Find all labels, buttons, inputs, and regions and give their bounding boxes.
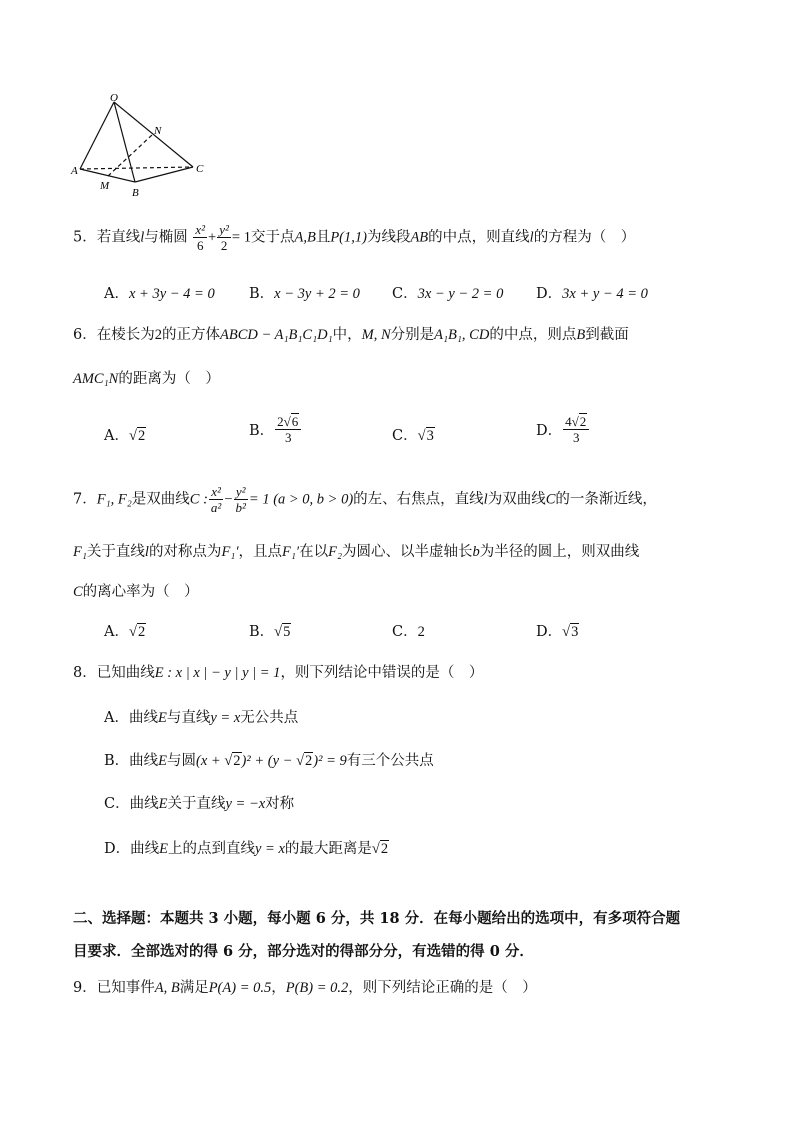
radicand: 5 (283, 624, 291, 640)
q7-text: 为双曲线 (487, 491, 546, 508)
q6-text: 在棱长为 (96, 327, 155, 343)
option-eq: y = x (255, 841, 285, 857)
q6-option-c[interactable] (392, 424, 435, 445)
radicand: 2 (380, 841, 389, 857)
sqrt: √3 (562, 624, 579, 640)
option-label: D． (536, 423, 563, 439)
q9-var: A, B (154, 980, 180, 996)
section-2-heading: 二、选择题：本题共 3 小题，每小题 6 分，共 18 分．在每小题给出的选项中，有多项符合题 (73, 910, 681, 927)
option-text: x + 3y − 4 = 0 (128, 286, 215, 302)
q8-option-c[interactable] (104, 792, 294, 813)
question-7-line3 (73, 580, 199, 601)
option-text: 与直线 (166, 710, 211, 726)
frac-num: x² (195, 222, 206, 237)
q8-var: E : x | x | − y | y | = 1 (154, 665, 281, 681)
q7-var: F₁ (73, 544, 87, 560)
radicand: 2 (233, 753, 241, 769)
question-7 (73, 484, 657, 515)
frac-num: y² (219, 222, 229, 237)
q7-option-c[interactable] (392, 620, 425, 641)
sqrt: √2 (128, 624, 146, 640)
question-8 (73, 661, 483, 682)
section-2-heading-line2: 目要求．全部选对的得 6 分，部分选对的得部分分，有选错的得 0 分． (73, 943, 534, 960)
option-text: 2 (417, 624, 425, 640)
q6-option-b[interactable] (249, 414, 302, 445)
sqrt: √2 (128, 428, 146, 444)
option-label: B． (249, 624, 275, 640)
radicand: 3 (426, 428, 434, 444)
q5-eq: = 1 (231, 229, 251, 246)
q6-number: 6． (73, 327, 97, 343)
option-var: E (158, 753, 168, 769)
q5-text: 的中点，则直线 (428, 229, 530, 246)
option-label: A． (104, 428, 129, 444)
q7-var: l (483, 491, 488, 508)
q8-option-a[interactable] (104, 706, 298, 727)
q5-option-c[interactable] (392, 282, 503, 303)
coef: 2 (277, 414, 284, 429)
option-text: 关于直线 (167, 796, 226, 812)
question-6-line2 (73, 367, 220, 388)
q8-text: 已知曲线 (96, 665, 155, 681)
q9-eq: P(B) = 0.2 (285, 980, 349, 996)
q7-option-d[interactable] (536, 620, 579, 641)
label-C: C (196, 163, 204, 175)
q7-option-a[interactable] (104, 620, 146, 641)
option-text: 有三个公共点 (346, 753, 434, 769)
q7-var: F₂ (328, 544, 342, 560)
frac-den: a² (210, 500, 222, 515)
q6-var: A₁B₁, CD (434, 327, 490, 343)
label-A: A (71, 165, 78, 177)
q7-var: F₁′ (282, 544, 300, 560)
label-B: B (132, 187, 139, 199)
option-text: 无公共点 (240, 710, 299, 726)
option-label: A． (104, 710, 129, 726)
option-label: A． (104, 286, 129, 302)
q7-var: b (472, 544, 480, 560)
q5-plus: + (208, 229, 217, 246)
frac-den: 2 (220, 238, 228, 253)
frac-den: b² (235, 500, 246, 515)
option-text: 曲线 (129, 796, 159, 812)
option-text: 曲线 (129, 753, 159, 769)
segment-MN-hidden (108, 135, 152, 176)
q9-text: ，则下列结论正确的是（ ） (348, 980, 537, 996)
option-eq: )² + (y − (241, 753, 297, 769)
option-eq: )² = 9 (313, 753, 347, 769)
option-label: A． (104, 624, 129, 640)
option-text: 3x − y − 2 = 0 (417, 286, 504, 302)
radicand: 2 (137, 624, 146, 640)
frac-den: 3 (284, 430, 292, 445)
option-var: E (159, 841, 168, 857)
q9-text: 已知事件 (96, 980, 155, 996)
q6-text: 中， (332, 327, 362, 343)
option-text: 3x + y − 4 = 0 (562, 286, 648, 302)
option-eq: y = −x (225, 796, 266, 812)
radicand: 2 (137, 428, 146, 444)
frac-den: 3 (572, 430, 580, 445)
option-eq: y = x (210, 710, 241, 726)
option-label: B． (249, 286, 275, 302)
option-var: E (157, 710, 167, 726)
edge-AC-hidden (80, 167, 193, 169)
q6-text: 的距离为（ ） (118, 371, 220, 387)
radicand: 2 (305, 753, 313, 769)
option-text: 对称 (265, 796, 295, 812)
label-O: O (110, 92, 118, 104)
option-label: C． (392, 428, 418, 444)
sqrt: √3 (417, 428, 434, 444)
q5-fraction-x (193, 222, 207, 253)
q7-text: 为圆心、以半虚轴长 (342, 544, 473, 560)
q5-option-a[interactable] (104, 282, 215, 303)
q5-option-d[interactable] (536, 282, 648, 303)
edge-BC (135, 167, 193, 182)
question-7-line2 (73, 540, 639, 561)
frac-num: y² (235, 484, 246, 499)
option-label: B． (249, 423, 275, 439)
option-eq: (x + (196, 753, 225, 769)
q6-option-d[interactable] (536, 414, 590, 445)
q6-num: 2 (154, 327, 162, 343)
option-label: D． (536, 286, 563, 302)
q5-fraction-y (217, 222, 231, 253)
sqrt: √2 (224, 753, 241, 769)
q8-text: ，则下列结论中错误的是（ ） (280, 665, 484, 681)
q6-var: AMC₁N (73, 371, 119, 387)
radicand: 3 (571, 624, 579, 640)
q7-text: 是双曲线 (131, 491, 190, 508)
q6-var: M, N (361, 327, 391, 343)
q7-text: 的左、右焦点，直线 (353, 491, 484, 508)
label-N: N (154, 125, 162, 137)
option-var: E (158, 796, 168, 812)
q7-text: 的一条渐近线， (555, 491, 657, 508)
q5-text: 若直线 (96, 229, 141, 246)
q5-number: 5． (73, 229, 97, 246)
option-fraction: $\frac{4√2}{3}$ (563, 414, 589, 445)
frac-num: x² (211, 484, 221, 499)
question-5 (73, 222, 635, 253)
label-M: M (100, 180, 110, 192)
edge-OA (80, 102, 114, 169)
q6-text: 的中点，则点 (489, 327, 577, 343)
option-text: 与圆 (167, 753, 197, 769)
q7-option-b[interactable] (249, 620, 291, 641)
q7-text: 关于直线 (86, 544, 145, 560)
q5-text: 与椭圆 (144, 229, 188, 246)
option-label: C． (392, 624, 418, 640)
q5-option-b[interactable] (249, 282, 360, 303)
option-label: D． (104, 841, 131, 857)
q9-text: 满足 (179, 980, 209, 996)
q7-number: 7． (73, 491, 97, 508)
sqrt: √2 (371, 841, 389, 857)
option-text: x − 3y + 2 = 0 (274, 286, 360, 302)
q7-text: 在以 (299, 544, 329, 560)
q7-var: C (73, 584, 83, 600)
q8-option-b[interactable] (104, 749, 434, 770)
sqrt: √2 (296, 753, 313, 769)
q5-var: P(1,1) (330, 229, 367, 246)
option-text: 上的点到直线 (168, 841, 255, 857)
q7-minus: − (224, 491, 233, 508)
q5-text: 交于点 (250, 229, 295, 246)
q7-text: 为半径的圆上，则双曲线 (479, 544, 640, 560)
q7-fraction-x (209, 484, 223, 515)
q7-fraction-y (234, 484, 248, 515)
question-6 (73, 323, 629, 344)
q7-var: l (144, 544, 149, 560)
q7-var: C : (189, 491, 208, 508)
q6-var: ABCD − A₁B₁C₁D₁ (219, 327, 333, 343)
q6-option-a[interactable] (104, 424, 146, 445)
q5-var: l (140, 229, 145, 246)
q5-var: A,B (294, 229, 316, 246)
option-label: C． (392, 286, 418, 302)
q7-text: ，且点 (238, 544, 283, 560)
sqrt: √5 (274, 624, 291, 640)
q5-var: AB (410, 229, 429, 246)
tetrahedron-figure (70, 92, 210, 202)
question-9 (73, 976, 537, 997)
option-text: 曲线 (130, 841, 160, 857)
option-text: 曲线 (128, 710, 158, 726)
edge-OB (114, 102, 135, 182)
q5-var: l (529, 229, 534, 246)
q7-text: 的离心率为（ ） (82, 584, 199, 600)
option-label: B． (104, 753, 130, 769)
q7-var: F₁, F₂ (96, 491, 132, 508)
q6-text: 到截面 (585, 327, 629, 343)
option-fraction: $\frac{2√6}{3}$ (275, 414, 301, 445)
coef: 4 (565, 414, 572, 429)
q7-text: 的对称点为 (148, 544, 222, 560)
q7-var: F₁′ (221, 544, 239, 560)
q7-eq: = 1 (a > 0, b > 0) (248, 491, 354, 508)
frac-den: 6 (196, 238, 204, 253)
q9-number: 9． (73, 980, 97, 996)
option-text: 的最大距离是 (284, 841, 372, 857)
q9-eq: P(A) = 0.5 (208, 980, 272, 996)
radicand: 6 (291, 414, 299, 429)
q5-text: 为线段 (366, 229, 411, 246)
q7-var: C (545, 491, 556, 508)
option-label: D． (536, 624, 563, 640)
q6-text: 的正方体 (161, 327, 220, 343)
radicand: 2 (579, 414, 587, 429)
q6-text: 分别是 (390, 327, 435, 343)
q6-var: B (576, 327, 586, 343)
q8-option-d[interactable] (104, 837, 389, 858)
q9-text: ， (271, 980, 286, 996)
q5-text: 且 (315, 229, 331, 246)
q8-number: 8． (73, 665, 97, 681)
q5-text: 的方程为（ ） (533, 229, 636, 246)
option-label: C． (104, 796, 130, 812)
